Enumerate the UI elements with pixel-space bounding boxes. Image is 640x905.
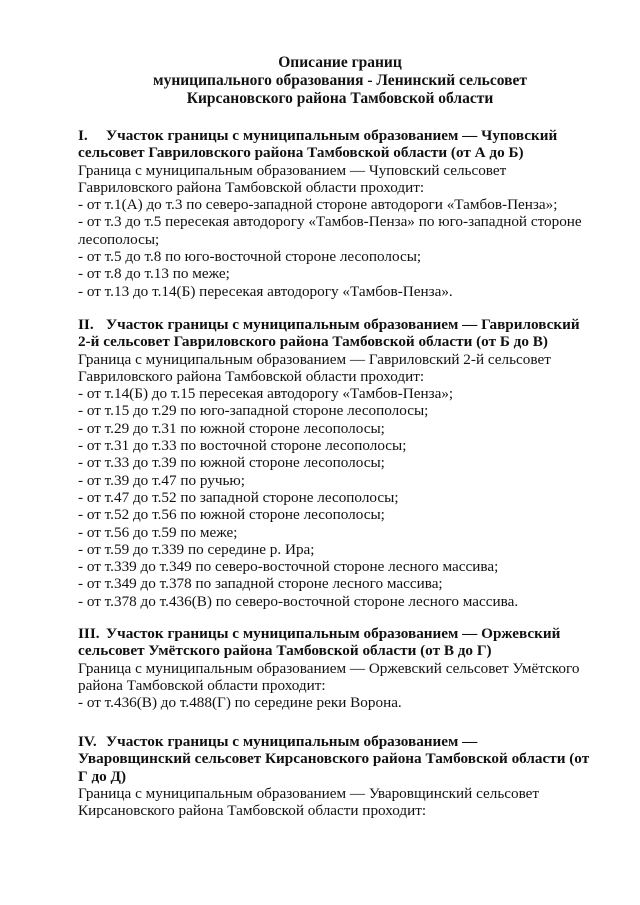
title-line-1: Описание границ (278, 54, 402, 71)
boundary-item: - от т.31 до т.33 по восточной стороне лесополосы; (78, 437, 407, 455)
section-numeral: IV. (78, 733, 97, 750)
boundary-item: - от т.8 до т.13 по меже; (78, 265, 230, 283)
boundary-item: - от т.15 до т.29 по юго-западной стороне лесополосы; (78, 402, 429, 420)
boundary-item: - от т.39 до т.47 по ручью; (78, 471, 245, 489)
boundary-item: - от т.339 до т.349 по северо-восточной стороне лесного массива; (78, 558, 499, 576)
boundary-item: - от т.5 до т.8 по юго-восточной стороне лесополосы; (78, 248, 422, 266)
title-line-3: Кирсановского района Тамбовской области (186, 90, 494, 107)
section-numeral: II. (78, 316, 94, 333)
section-heading (78, 733, 618, 750)
section-2 (78, 316, 618, 610)
boundary-item: - от т.1(А) до т.3 по северо-западной стороне автодороги «Тамбов-Пенза»; (78, 196, 558, 214)
section-intro-line-2: Гавриловского района Тамбовской области проходит: (78, 178, 425, 196)
section-intro-line-1: Граница с муниципальным образованием — Оржевский сельсовет Умётского (78, 659, 580, 677)
boundary-item: - от т.3 до т.5 пересекая автодорогу «Тамбов-Пенза» по юго-западной стороне (78, 213, 582, 231)
boundary-item: - от т.33 до т.39 по южной стороне лесополосы; (78, 454, 385, 472)
section-intro-line-1: Граница с муниципальным образованием — Чуповский сельсовет (78, 161, 507, 179)
section-heading (78, 625, 618, 642)
section-intro-line-2: района Тамбовской области проходит: (78, 676, 326, 694)
section-heading-line-1: Участок границы с муниципальным образованием — (106, 733, 478, 750)
section-heading-line-2: 2-й сельсовет Гавриловского района Тамбовской области (от Б до В) (78, 333, 548, 351)
boundary-item: - от т.52 до т.56 по южной стороне лесополосы; (78, 506, 385, 524)
boundary-item: - от т.29 до т.31 по южной стороне лесополосы; (78, 419, 385, 437)
boundary-item-continuation: лесополосы; (78, 230, 160, 248)
section-3 (78, 625, 618, 711)
boundary-item: - от т.378 до т.436(В) по северо-восточной стороне лесного массива. (78, 592, 519, 610)
boundary-item: - от т.47 до т.52 по западной стороне лесополосы; (78, 488, 399, 506)
boundary-item: - от т.13 до т.14(Б) пересекая автодорогу «Тамбов-Пенза». (78, 282, 453, 300)
section-intro-line-2: Гавриловского района Тамбовской области проходит: (78, 367, 425, 385)
section-heading-line-1: Участок границы с муниципальным образованием — Чуповский (106, 127, 558, 144)
section-numeral: III. (78, 625, 100, 642)
boundary-item: - от т.59 до т.339 по середине р. Ира; (78, 540, 315, 558)
section-heading-line-2: сельсовет Умётского района Тамбовской области (от В до Г) (78, 642, 492, 660)
title-line-2: муниципального образования - Ленинский сельсовет (153, 72, 527, 89)
section-intro-line-2: Кирсановского района Тамбовской области проходит: (78, 802, 427, 820)
document-title (60, 54, 620, 108)
section-heading-line-3: Г до Д) (78, 767, 127, 785)
boundary-item: - от т.436(В) до т.488(Г) по середине реки Ворона. (78, 694, 402, 712)
section-heading-line-1: Участок границы с муниципальным образованием — Гавриловский (106, 316, 580, 333)
section-numeral: I. (78, 127, 88, 144)
section-1 (78, 127, 618, 300)
section-4 (78, 733, 618, 819)
boundary-item: - от т.14(Б) до т.15 пересекая автодорогу «Тамбов-Пенза»; (78, 385, 454, 403)
section-heading (78, 127, 618, 144)
section-intro-line-1: Граница с муниципальным образованием — Уваровщинский сельсовет (78, 784, 540, 802)
section-heading-line-2: Уваровщинский сельсовет Кирсановского района Тамбовской области (от (78, 750, 590, 768)
section-heading-line-2: сельсовет Гавриловского района Тамбовской области (от А до Б) (78, 144, 524, 162)
section-heading-line-1: Участок границы с муниципальным образованием — Оржевский (106, 625, 561, 642)
section-intro-line-1: Граница с муниципальным образованием — Гавриловский 2-й сельсовет (78, 350, 551, 368)
section-heading (78, 316, 618, 333)
boundary-item: - от т.349 до т.378 по западной стороне лесного массива; (78, 575, 443, 593)
boundary-item: - от т.56 до т.59 по меже; (78, 523, 238, 541)
